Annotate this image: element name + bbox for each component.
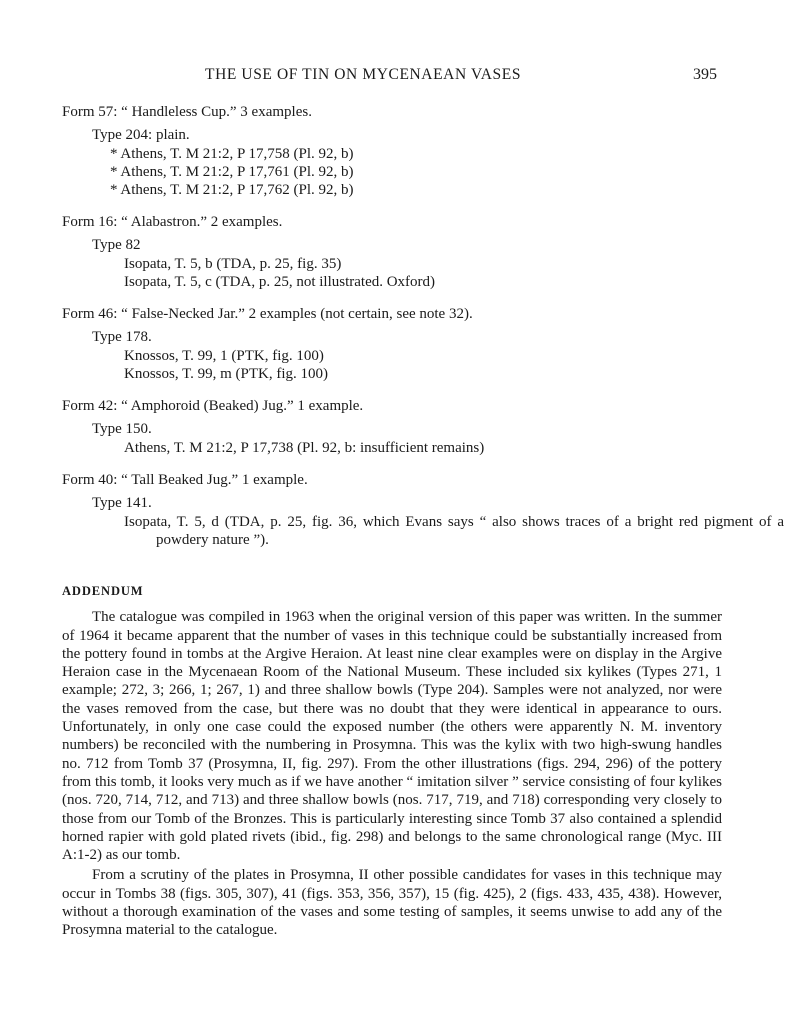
entry-list <box>62 347 732 383</box>
catalogue-entry: * Athens, T. M 21:2, P 17,762 (Pl. 92, b) <box>110 182 354 198</box>
addendum-paragraph: From a scrutiny of the plates in Prosymna, II other possible candidates for vases in this technique may occur in Tombs 38 (figs. 305, 307), 41 (figs. 353, 356, 357), 15 (fig. 425), 2 (figs. 433, 435, 438). However, without a thorough examination of the vases and some testing of samples, it seems unwise to add any of the Prosymna material to the catalogue. <box>62 867 722 939</box>
catalogue-entry: Isopata, T. 5, c (TDA, p. 25, not illustrated. Oxford) <box>124 274 436 290</box>
addendum-section <box>62 582 722 940</box>
type-heading: Type 141. <box>92 495 152 511</box>
addendum-heading: ADDENDUM <box>62 584 144 598</box>
type-heading: Type 150. <box>92 421 152 437</box>
form-heading: Form 46: “ False-Necked Jar.” 2 examples (not certain, see note 32). <box>62 306 473 322</box>
entry-list <box>62 145 732 199</box>
catalogue-entry: * Athens, T. M 21:2, P 17,758 (Pl. 92, b) <box>110 146 354 162</box>
running-head <box>0 66 787 90</box>
form-42-block <box>62 397 732 457</box>
form-heading: Form 40: “ Tall Beaked Jug.” 1 example. <box>62 472 308 488</box>
form-46-block <box>62 305 732 383</box>
catalogue <box>62 103 784 563</box>
page-number: 395 <box>693 66 717 83</box>
type-heading: Type 82 <box>92 237 141 253</box>
form-40-block <box>62 471 784 549</box>
form-heading: Form 42: “ Amphoroid (Beaked) Jug.” 1 example. <box>62 398 364 414</box>
catalogue-entry: Athens, T. M 21:2, P 17,738 (Pl. 92, b: insufficient remains) <box>124 440 485 456</box>
catalogue-entry: Knossos, T. 99, 1 (PTK, fig. 100) <box>124 348 324 364</box>
addendum-paragraph: The catalogue was compiled in 1963 when the original version of this paper was written. In the summer of 1964 it became apparent that the number of vases in this technique could be substantially increased from the pottery found in tombs at the Argive Heraion. At least nine clear examples were on display in the Argive Heraion case in the Mycenaean Room of the National Museum. These included six kylikes (Types 271, 1 example; 272, 3; 266, 1; 267, 1) and three shallow bowls (Type 204). Samples were not analyzed, nor were the vases removed from the case, but there was no doubt that they were identical in appearance to ours. Unfortunately, in only one case could the exposed number (the others were apparently N. M. inventory numbers) be reconciled with the numbering in Prosymna. This was the kylix with two high-swung handles no. 712 from Tomb 37 (Prosymna, II, fig. 297). From the other illustrations (figs. 294, 296) of the pottery from this tomb, it looks very much as if we have another “ imitation silver ” service consisting of four kylikes (nos. 720, 714, 712, and 713) and three shallow bowls (nos. 717, 719, and 718) corresponding very closely to those from our Tomb of the Bronzes. This is particularly interesting since Tomb 37 also contained a splendid horned rapier with gold plated rivets (ibid., fig. 298) and belongs to the same chronological range (Myc. III A:1-2) as our tomb. <box>62 609 722 864</box>
form-heading: Form 57: “ Handleless Cup.” 3 examples. <box>62 104 312 120</box>
catalogue-entry: Knossos, T. 99, m (PTK, fig. 100) <box>124 366 329 382</box>
catalogue-entry: Isopata, T. 5, d (TDA, p. 25, fig. 36, which Evans says “ also shows traces of a bright red pigment of a powdery nature ”). <box>124 514 784 548</box>
form-16-block <box>62 213 732 291</box>
type-heading: Type 204: plain. <box>92 127 190 143</box>
type-heading: Type 178. <box>92 329 152 345</box>
running-title: THE USE OF TIN ON MYCENAEAN VASES <box>205 66 522 83</box>
entry-list <box>62 513 784 549</box>
catalogue-entry: Isopata, T. 5, b (TDA, p. 25, fig. 35) <box>124 256 342 272</box>
form-57-block <box>62 103 732 199</box>
entry-list <box>62 439 732 457</box>
catalogue-entry: * Athens, T. M 21:2, P 17,761 (Pl. 92, b) <box>110 164 354 180</box>
entry-list <box>62 255 732 291</box>
form-heading: Form 16: “ Alabastron.” 2 examples. <box>62 214 283 230</box>
